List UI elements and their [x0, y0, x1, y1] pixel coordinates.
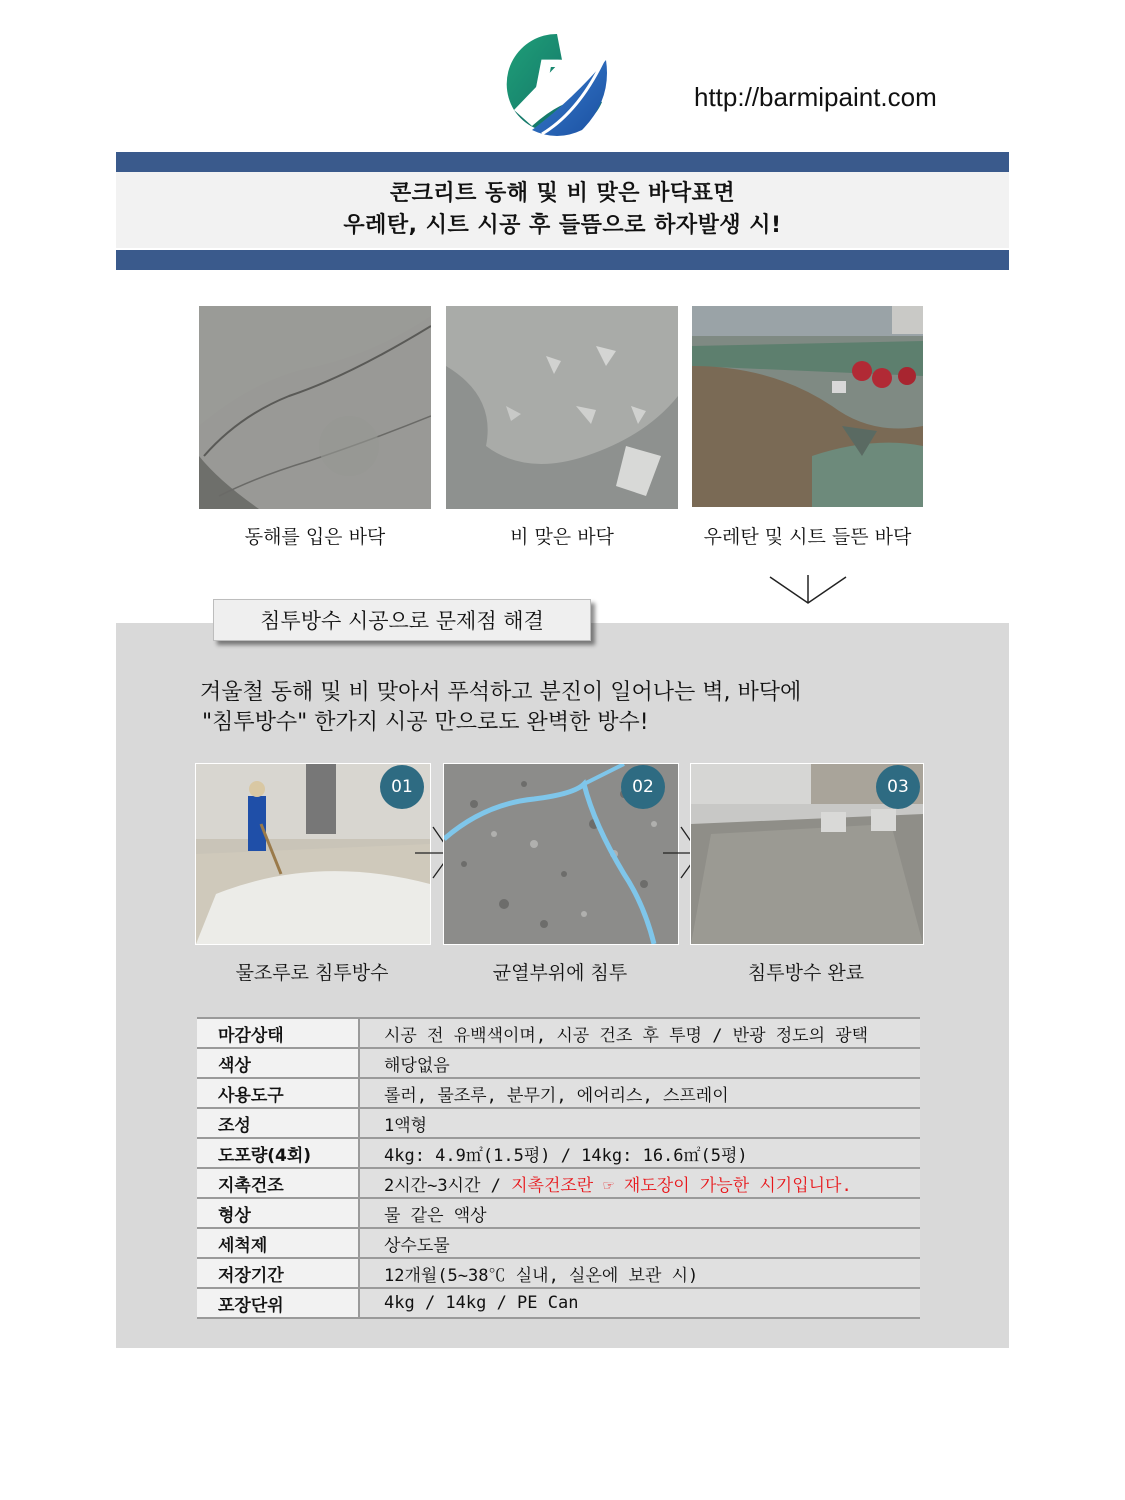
spec-value: 1액형: [359, 1108, 920, 1138]
step-3-caption: 침투방수 완료: [747, 962, 865, 984]
peeled-urethane-floor-photo: [692, 306, 923, 507]
spec-key: 포장단위: [197, 1288, 359, 1318]
banner-line-1: 콘크리트 동해 및 비 맞은 바닥표면: [389, 181, 736, 206]
table-row: [197, 1198, 920, 1228]
problem-caption-frost: 동해를 입은 바닥: [244, 526, 386, 548]
solution-tag: 침투방수 시공으로 문제점 해결: [213, 599, 591, 641]
spec-value-note: 지촉건조란 ☞ 재도장이 가능한 시기입니다.: [511, 1175, 852, 1196]
spec-key: 조성: [197, 1108, 359, 1138]
spec-key: 지촉건조: [197, 1168, 359, 1198]
spec-key: 도포량(4회): [197, 1138, 359, 1168]
banner-bottom-bar: [116, 250, 1009, 270]
headline-line-1: 겨울철 동해 및 비 맞아서 푸석하고 분진이 일어나는 벽, 바닥에: [200, 680, 802, 705]
spec-value: 4kg / 14kg / PE Can: [359, 1288, 920, 1318]
spec-value: [359, 1168, 920, 1198]
spec-value: 물 같은 액상: [359, 1198, 920, 1228]
table-row: [197, 1138, 920, 1168]
table-row: [197, 1288, 920, 1318]
spec-value: 해당없음: [359, 1048, 920, 1078]
spec-value: 4kg: 4.9㎡(1.5평) / 14kg: 16.6㎡(5평): [359, 1138, 920, 1168]
spec-key: 세척제: [197, 1228, 359, 1258]
problem-caption-peeled: 우레탄 및 시트 들뜬 바닥: [703, 526, 912, 548]
step-1-badge: 01: [380, 765, 424, 809]
spec-key: 사용도구: [197, 1078, 359, 1108]
table-row: [197, 1048, 920, 1078]
step-2-badge: 02: [621, 765, 665, 809]
banner-top-bar: [116, 152, 1009, 172]
table-row: [197, 1228, 920, 1258]
spec-value: 12개월(5~38℃ 실내, 실온에 보관 시): [359, 1258, 920, 1288]
table-row: [197, 1018, 920, 1048]
table-row: [197, 1258, 920, 1288]
step-2-caption: 균열부위에 침투: [492, 962, 628, 984]
step-3-badge: 03: [876, 765, 920, 809]
table-row: [197, 1168, 920, 1198]
spec-key: 형상: [197, 1198, 359, 1228]
problem-caption-rain: 비 맞은 바닥: [510, 526, 614, 548]
website-url[interactable]: http://barmipaint.com: [694, 82, 937, 112]
barmi-logo: [502, 30, 612, 138]
spec-key: 마감상태: [197, 1018, 359, 1048]
table-row: [197, 1078, 920, 1108]
banner-line-2: 우레탄, 시트 시공 후 들뜸으로 하자발생 시!: [343, 213, 782, 238]
frost-damaged-floor-photo: [199, 306, 431, 509]
title-banner: [116, 172, 1009, 248]
step-1-caption: 물조루로 침투방수: [235, 962, 389, 984]
spec-value: 상수도물: [359, 1228, 920, 1258]
rain-damaged-floor-photo: [446, 306, 678, 509]
logo-letter: B: [532, 48, 577, 116]
headline-line-2: "침투방수" 한가지 시공 만으로도 완벽한 방수!: [202, 710, 649, 735]
spec-table: [197, 1017, 920, 1319]
table-row: [197, 1108, 920, 1138]
spec-key: 색상: [197, 1048, 359, 1078]
spec-key: 저장기간: [197, 1258, 359, 1288]
spec-value: 롤러, 물조루, 분무기, 에어리스, 스프레이: [359, 1078, 920, 1108]
solution-headline: [200, 678, 801, 738]
spec-value-text: 2시간~3시간 /: [384, 1175, 512, 1196]
spec-value: 시공 전 유백색이며, 시공 건조 후 투명 / 반광 정도의 광택: [359, 1018, 920, 1048]
down-arrow-icon: [768, 575, 848, 605]
